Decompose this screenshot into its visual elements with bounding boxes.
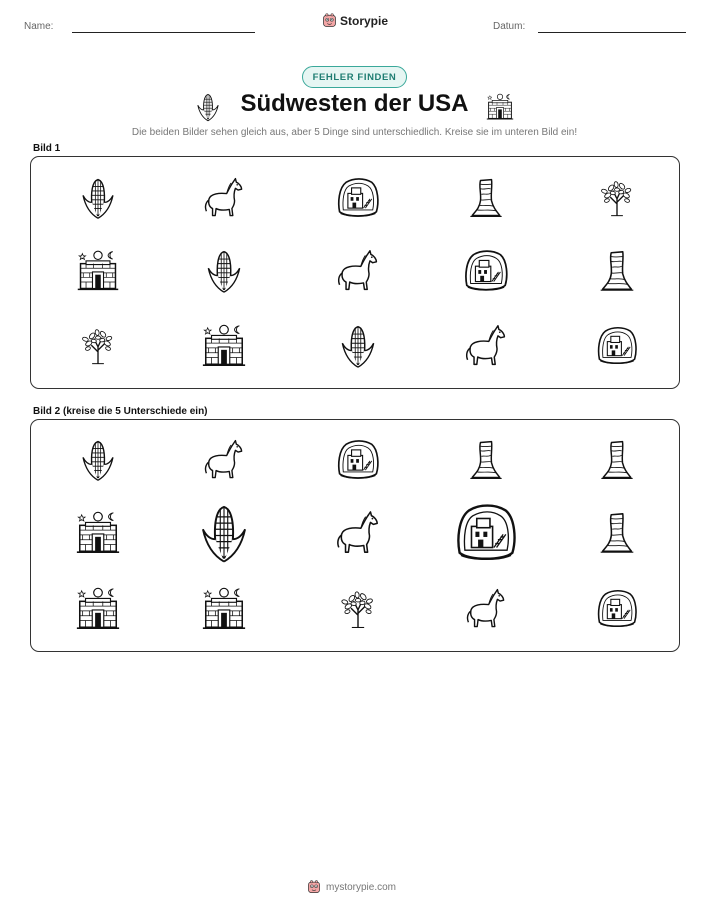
- picture1-label: Bild 1: [33, 143, 61, 154]
- tree-icon: [77, 325, 119, 367]
- name-label: Name:: [24, 21, 54, 32]
- tree-icon[interactable]: [336, 587, 380, 631]
- date-label: Datum:: [493, 21, 526, 32]
- pueblo-icon[interactable]: [74, 585, 122, 633]
- horse-icon: [463, 323, 509, 369]
- corn-icon: [335, 323, 381, 369]
- date-line[interactable]: [538, 32, 686, 33]
- picture2-panel[interactable]: [30, 419, 680, 652]
- picture1-panel: [30, 156, 680, 389]
- name-line[interactable]: [72, 32, 255, 33]
- rock-formation-icon: [463, 175, 509, 221]
- cliff-dwelling-icon[interactable]: [335, 437, 381, 483]
- footer: [307, 880, 396, 894]
- horse-icon: [202, 176, 246, 220]
- horse-icon[interactable]: [334, 509, 382, 557]
- cliff-dwelling-icon: [462, 247, 510, 295]
- corn-icon[interactable]: [193, 502, 255, 564]
- brand-name: Storypie: [340, 13, 389, 28]
- cliff-dwelling-icon[interactable]: [595, 587, 639, 631]
- horse-icon: [335, 248, 381, 294]
- pueblo-icon[interactable]: [200, 585, 248, 633]
- pueblo-icon[interactable]: [74, 509, 122, 557]
- category-badge: FEHLER FINDEN: [302, 66, 407, 88]
- corn-icon[interactable]: [76, 438, 120, 482]
- rock-formation-icon: [593, 247, 641, 295]
- footer-site: mystorypie.com: [326, 881, 397, 893]
- pueblo-icon: [200, 322, 248, 370]
- pueblo-icon: [485, 92, 515, 122]
- page-title: Südwesten der USA: [240, 90, 469, 117]
- horse-icon[interactable]: [202, 438, 246, 482]
- cliff-dwelling-icon: [595, 324, 639, 368]
- storypie-logo-icon: [307, 880, 321, 894]
- pueblo-icon: [75, 248, 121, 294]
- rock-formation-icon[interactable]: [463, 437, 509, 483]
- instructions: Die beiden Bilder sehen gleich aus, aber 5 Dinge sind unterschiedlich. Kreise sie im unteren Bild ein!: [131, 127, 578, 138]
- horse-icon[interactable]: [464, 587, 508, 631]
- cliff-dwelling-icon[interactable]: [453, 500, 519, 566]
- picture2-label: Bild 2 (kreise die 5 Unterschiede ein): [33, 406, 208, 417]
- storypie-logo-icon: [322, 13, 337, 28]
- tree-icon: [596, 177, 638, 219]
- corn-icon: [76, 176, 120, 220]
- cliff-dwelling-icon: [335, 175, 381, 221]
- brand: [322, 13, 388, 28]
- corn-icon: [201, 248, 247, 294]
- rock-formation-icon[interactable]: [593, 509, 641, 557]
- rock-formation-icon[interactable]: [594, 437, 640, 483]
